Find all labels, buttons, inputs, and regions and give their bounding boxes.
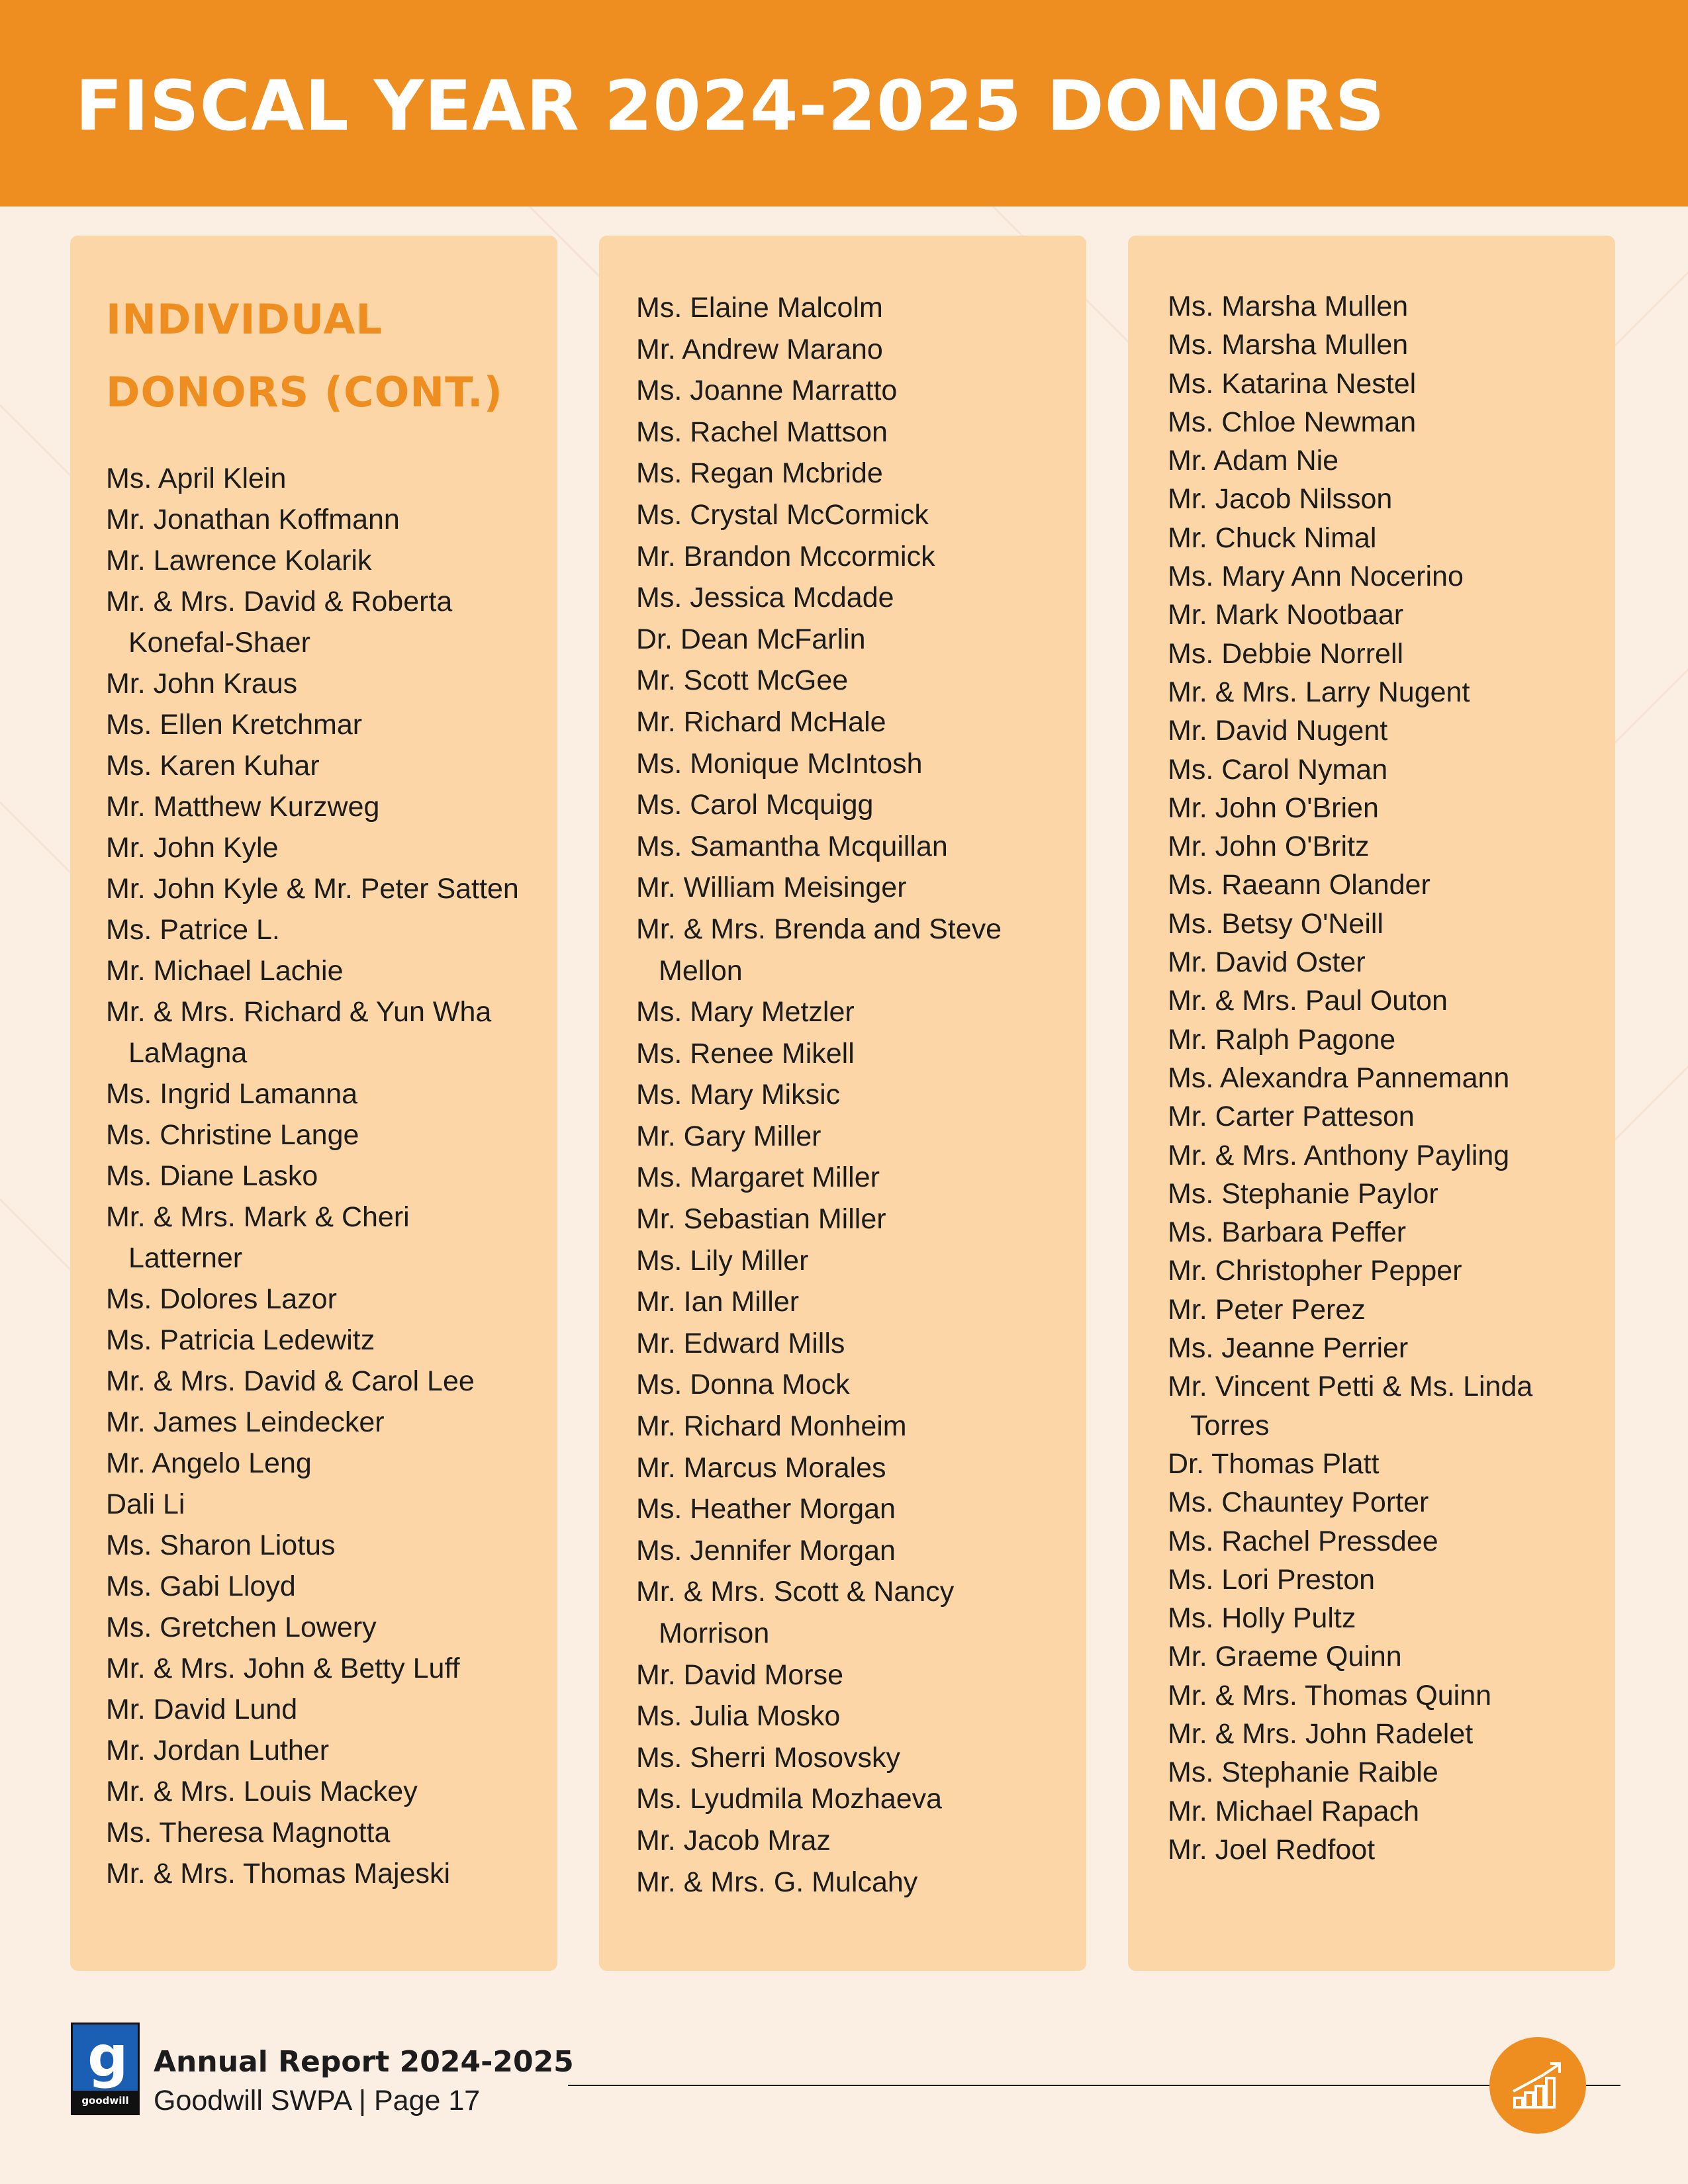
donor-name: Mr. & Mrs. Anthony Payling <box>1168 1139 1510 1171</box>
donor-name: Ms. Jeanne Perrier <box>1168 1332 1409 1365</box>
donor-name: Ms. Margaret Miller <box>636 1161 880 1194</box>
donor-name: Ms. Diane Lasko <box>106 1160 318 1192</box>
donor-name: Mr. James Leindecker <box>106 1406 385 1438</box>
donor-name: Mr. Sebastian Miller <box>636 1203 886 1236</box>
donor-name: Ms. Elaine Malcolm <box>636 292 883 324</box>
donor-name: Ms. Jennifer Morgan <box>636 1534 896 1567</box>
donor-name: Mr. & Mrs. Louis Mackey <box>106 1776 418 1807</box>
footer-subtitle: Goodwill SWPA | Page 17 <box>154 2085 481 2116</box>
donor-column-2 <box>599 236 1086 1971</box>
donor-name: Dali Li <box>106 1488 185 1520</box>
donor-name: Ms. Karen Kuhar <box>106 750 320 782</box>
donor-name: Ms. Rachel Mattson <box>636 416 888 448</box>
donor-name: Mr. & Mrs. Mark & Cheri Latterner <box>106 1201 410 1274</box>
donor-name: Mr. Carter Patteson <box>1168 1101 1415 1133</box>
donor-name: Mr. John Kraus <box>106 668 298 700</box>
donor-name: Ms. Theresa Magnotta <box>106 1817 391 1848</box>
donor-name: Ms. Donna Mock <box>636 1369 850 1401</box>
donor-name: Mr. Richard Monheim <box>636 1410 907 1443</box>
donor-name: Ms. Joanne Marratto <box>636 375 898 407</box>
donor-name: Mr. Michael Rapach <box>1168 1795 1419 1827</box>
growth-chart-icon <box>1489 2037 1586 2134</box>
donor-name: Mr. Jordan Luther <box>106 1735 330 1766</box>
donor-name: Mr. Angelo Leng <box>106 1447 312 1479</box>
footer-title: Annual Report 2024-2025 <box>154 2045 574 2079</box>
donor-name: Ms. Samantha Mcquillan <box>636 830 948 862</box>
donor-column-3 <box>1128 236 1615 1971</box>
donor-name: Ms. Katarina Nestel <box>1168 367 1417 400</box>
donor-name: Ms. Jessica Mcdade <box>636 582 894 614</box>
donor-list <box>1168 287 1615 1869</box>
donor-name: Ms. Lyudmila Mozhaeva <box>636 1783 943 1815</box>
donor-name: Ms. Ingrid Lamanna <box>106 1078 358 1110</box>
donor-name: Dr. Thomas Platt <box>1168 1447 1380 1480</box>
donor-name: Ms. Raeann Olander <box>1168 869 1430 901</box>
donor-name: Mr. Edward Mills <box>636 1327 845 1359</box>
donor-name: Ms. Mary Ann Nocerino <box>1168 561 1464 593</box>
donor-name: Mr. Andrew Marano <box>636 333 883 365</box>
donor-name: Ms. Crystal McCormick <box>636 498 929 531</box>
donor-name: Ms. Patricia Ledewitz <box>106 1324 375 1356</box>
donor-name: Mr. John O'Brien <box>1168 792 1379 824</box>
donor-name: Ms. Debbie Norrell <box>1168 637 1404 670</box>
donor-name: Mr. David Morse <box>636 1659 844 1691</box>
donor-name: Mr. Jonathan Koffmann <box>106 504 400 535</box>
donor-name: Mr. Matthew Kurzweg <box>106 791 380 823</box>
donor-name: Ms. Sherri Mosovsky <box>636 1741 901 1774</box>
donor-name: Ms. Regan Mcbride <box>636 457 883 490</box>
donor-name: Ms. Gabi Lloyd <box>106 1570 296 1602</box>
donor-name: Ms. Marsha Mullen <box>1168 291 1409 322</box>
donor-name: Mr. Christopher Pepper <box>1168 1255 1462 1287</box>
donor-name: Ms. Mary Metzler <box>636 996 855 1028</box>
donor-name: Mr. & Mrs. Scott & Nancy Morrison <box>636 1576 955 1649</box>
donor-name: Mr. Peter Perez <box>1168 1293 1366 1326</box>
donor-name: Ms. April Klein <box>106 463 287 494</box>
donor-name: Ms. Mary Miksic <box>636 1079 841 1111</box>
donor-name: Ms. Gretchen Lowery <box>106 1612 377 1643</box>
donor-name: Mr. John Kyle <box>106 832 279 864</box>
donor-name: Ms. Julia Mosko <box>636 1700 841 1733</box>
donor-name: Ms. Ellen Kretchmar <box>106 709 363 741</box>
donor-name: Mr. Vincent Petti & Ms. Linda Torres <box>1168 1371 1533 1441</box>
donor-name: Ms. Carol Mcquigg <box>636 789 874 821</box>
donor-name: Ms. Patrice L. <box>106 914 280 946</box>
donor-name: Mr. Brandon Mccormick <box>636 540 935 572</box>
donor-name: Mr. David Lund <box>106 1694 298 1725</box>
donor-list <box>636 287 1086 1903</box>
donor-name: Mr. Lawrence Kolarik <box>106 545 372 576</box>
donor-name: Ms. Heather Morgan <box>636 1493 896 1525</box>
donor-name: Mr. Joel Redfoot <box>1168 1833 1376 1866</box>
donor-name: Ms. Monique McIntosh <box>636 747 923 780</box>
donor-name: Mr. Ian Miller <box>636 1286 800 1318</box>
donor-name: Ms. Chloe Newman <box>1168 406 1417 438</box>
donor-name: Mr. John Kyle & Mr. Peter Satten <box>106 873 519 905</box>
donor-name: Mr. & Mrs. Brenda and Steve Mellon <box>636 913 1002 987</box>
donor-name: Mr. David Oster <box>1168 946 1366 979</box>
donor-name: Ms. Stephanie Raible <box>1168 1756 1438 1789</box>
footer-divider <box>568 2085 1620 2086</box>
donor-name: Ms. Marsha Mullen <box>1168 329 1409 361</box>
donor-name: Ms. Lily Miller <box>636 1244 809 1277</box>
donor-name: Ms. Renee Mikell <box>636 1037 855 1069</box>
donor-name: Mr. Jacob Nilsson <box>1168 483 1393 516</box>
donor-name: Ms. Chauntey Porter <box>1168 1486 1429 1519</box>
donor-name: Mr. Marcus Morales <box>636 1451 886 1484</box>
donor-name: Ms. Stephanie Paylor <box>1168 1177 1438 1210</box>
goodwill-logo: g goodwill <box>71 2023 140 2115</box>
donor-name: Mr. Chuck Nimal <box>1168 522 1377 554</box>
section-title: INDIVIDUAL DONORS (CONT.) <box>106 295 503 416</box>
page-title: FISCAL YEAR 2024-2025 DONORS <box>75 66 1385 146</box>
donor-name: Ms. Barbara Peffer <box>1168 1216 1407 1249</box>
donor-name: Dr. Dean McFarlin <box>636 623 866 655</box>
donor-name: Mr. William Meisinger <box>636 872 907 904</box>
donor-name: Mr. Jacob Mraz <box>636 1824 831 1856</box>
donor-name: Ms. Betsy O'Neill <box>1168 907 1383 940</box>
donor-name: Ms. Sharon Liotus <box>106 1529 336 1561</box>
donor-name: Mr. Ralph Pagone <box>1168 1023 1396 1056</box>
donor-name: Ms. Lori Preston <box>1168 1563 1376 1596</box>
donor-list <box>106 458 557 1894</box>
donor-name: Ms. Alexandra Pannemann <box>1168 1062 1510 1094</box>
donor-name: Mr. & Mrs. Paul Outon <box>1168 985 1448 1017</box>
donor-name: Mr. David Nugent <box>1168 715 1388 747</box>
donor-name: Mr. Richard McHale <box>636 705 886 738</box>
donor-name: Mr. & Mrs. Larry Nugent <box>1168 676 1470 708</box>
donor-name: Ms. Dolores Lazor <box>106 1283 337 1315</box>
page-header <box>0 0 1688 206</box>
donor-name: Ms. Christine Lange <box>106 1119 359 1151</box>
donor-name: Mr. & Mrs. David & Roberta Konefal-Shaer <box>106 586 453 659</box>
donor-name: Mr. Michael Lachie <box>106 955 344 987</box>
donor-name: Mr. & Mrs. Thomas Quinn <box>1168 1679 1492 1711</box>
donor-name: Ms. Carol Nyman <box>1168 753 1388 786</box>
donor-name: Mr. Scott McGee <box>636 664 849 697</box>
donor-name: Mr. John O'Britz <box>1168 831 1370 863</box>
donor-column-1 <box>70 236 557 1971</box>
donor-name: Mr. & Mrs. David & Carol Lee <box>106 1365 475 1397</box>
donor-name: Mr. Adam Nie <box>1168 445 1339 477</box>
donor-name: Mr. & Mrs. Richard & Yun Wha LaMagna <box>106 996 492 1069</box>
donor-name: Mr. & Mrs. G. Mulcahy <box>636 1866 918 1898</box>
donor-name: Ms. Rachel Pressdee <box>1168 1525 1438 1557</box>
donor-name: Mr. & Mrs. John & Betty Luff <box>106 1653 460 1684</box>
donor-name: Mr. Mark Nootbaar <box>1168 599 1404 631</box>
donor-name: Mr. Graeme Quinn <box>1168 1641 1402 1673</box>
donor-name: Mr. & Mrs. John Radelet <box>1168 1717 1474 1750</box>
donor-name: Mr. Gary Miller <box>636 1120 821 1152</box>
donor-name: Mr. & Mrs. Thomas Majeski <box>106 1858 451 1889</box>
donor-name: Ms. Holly Pultz <box>1168 1602 1356 1635</box>
